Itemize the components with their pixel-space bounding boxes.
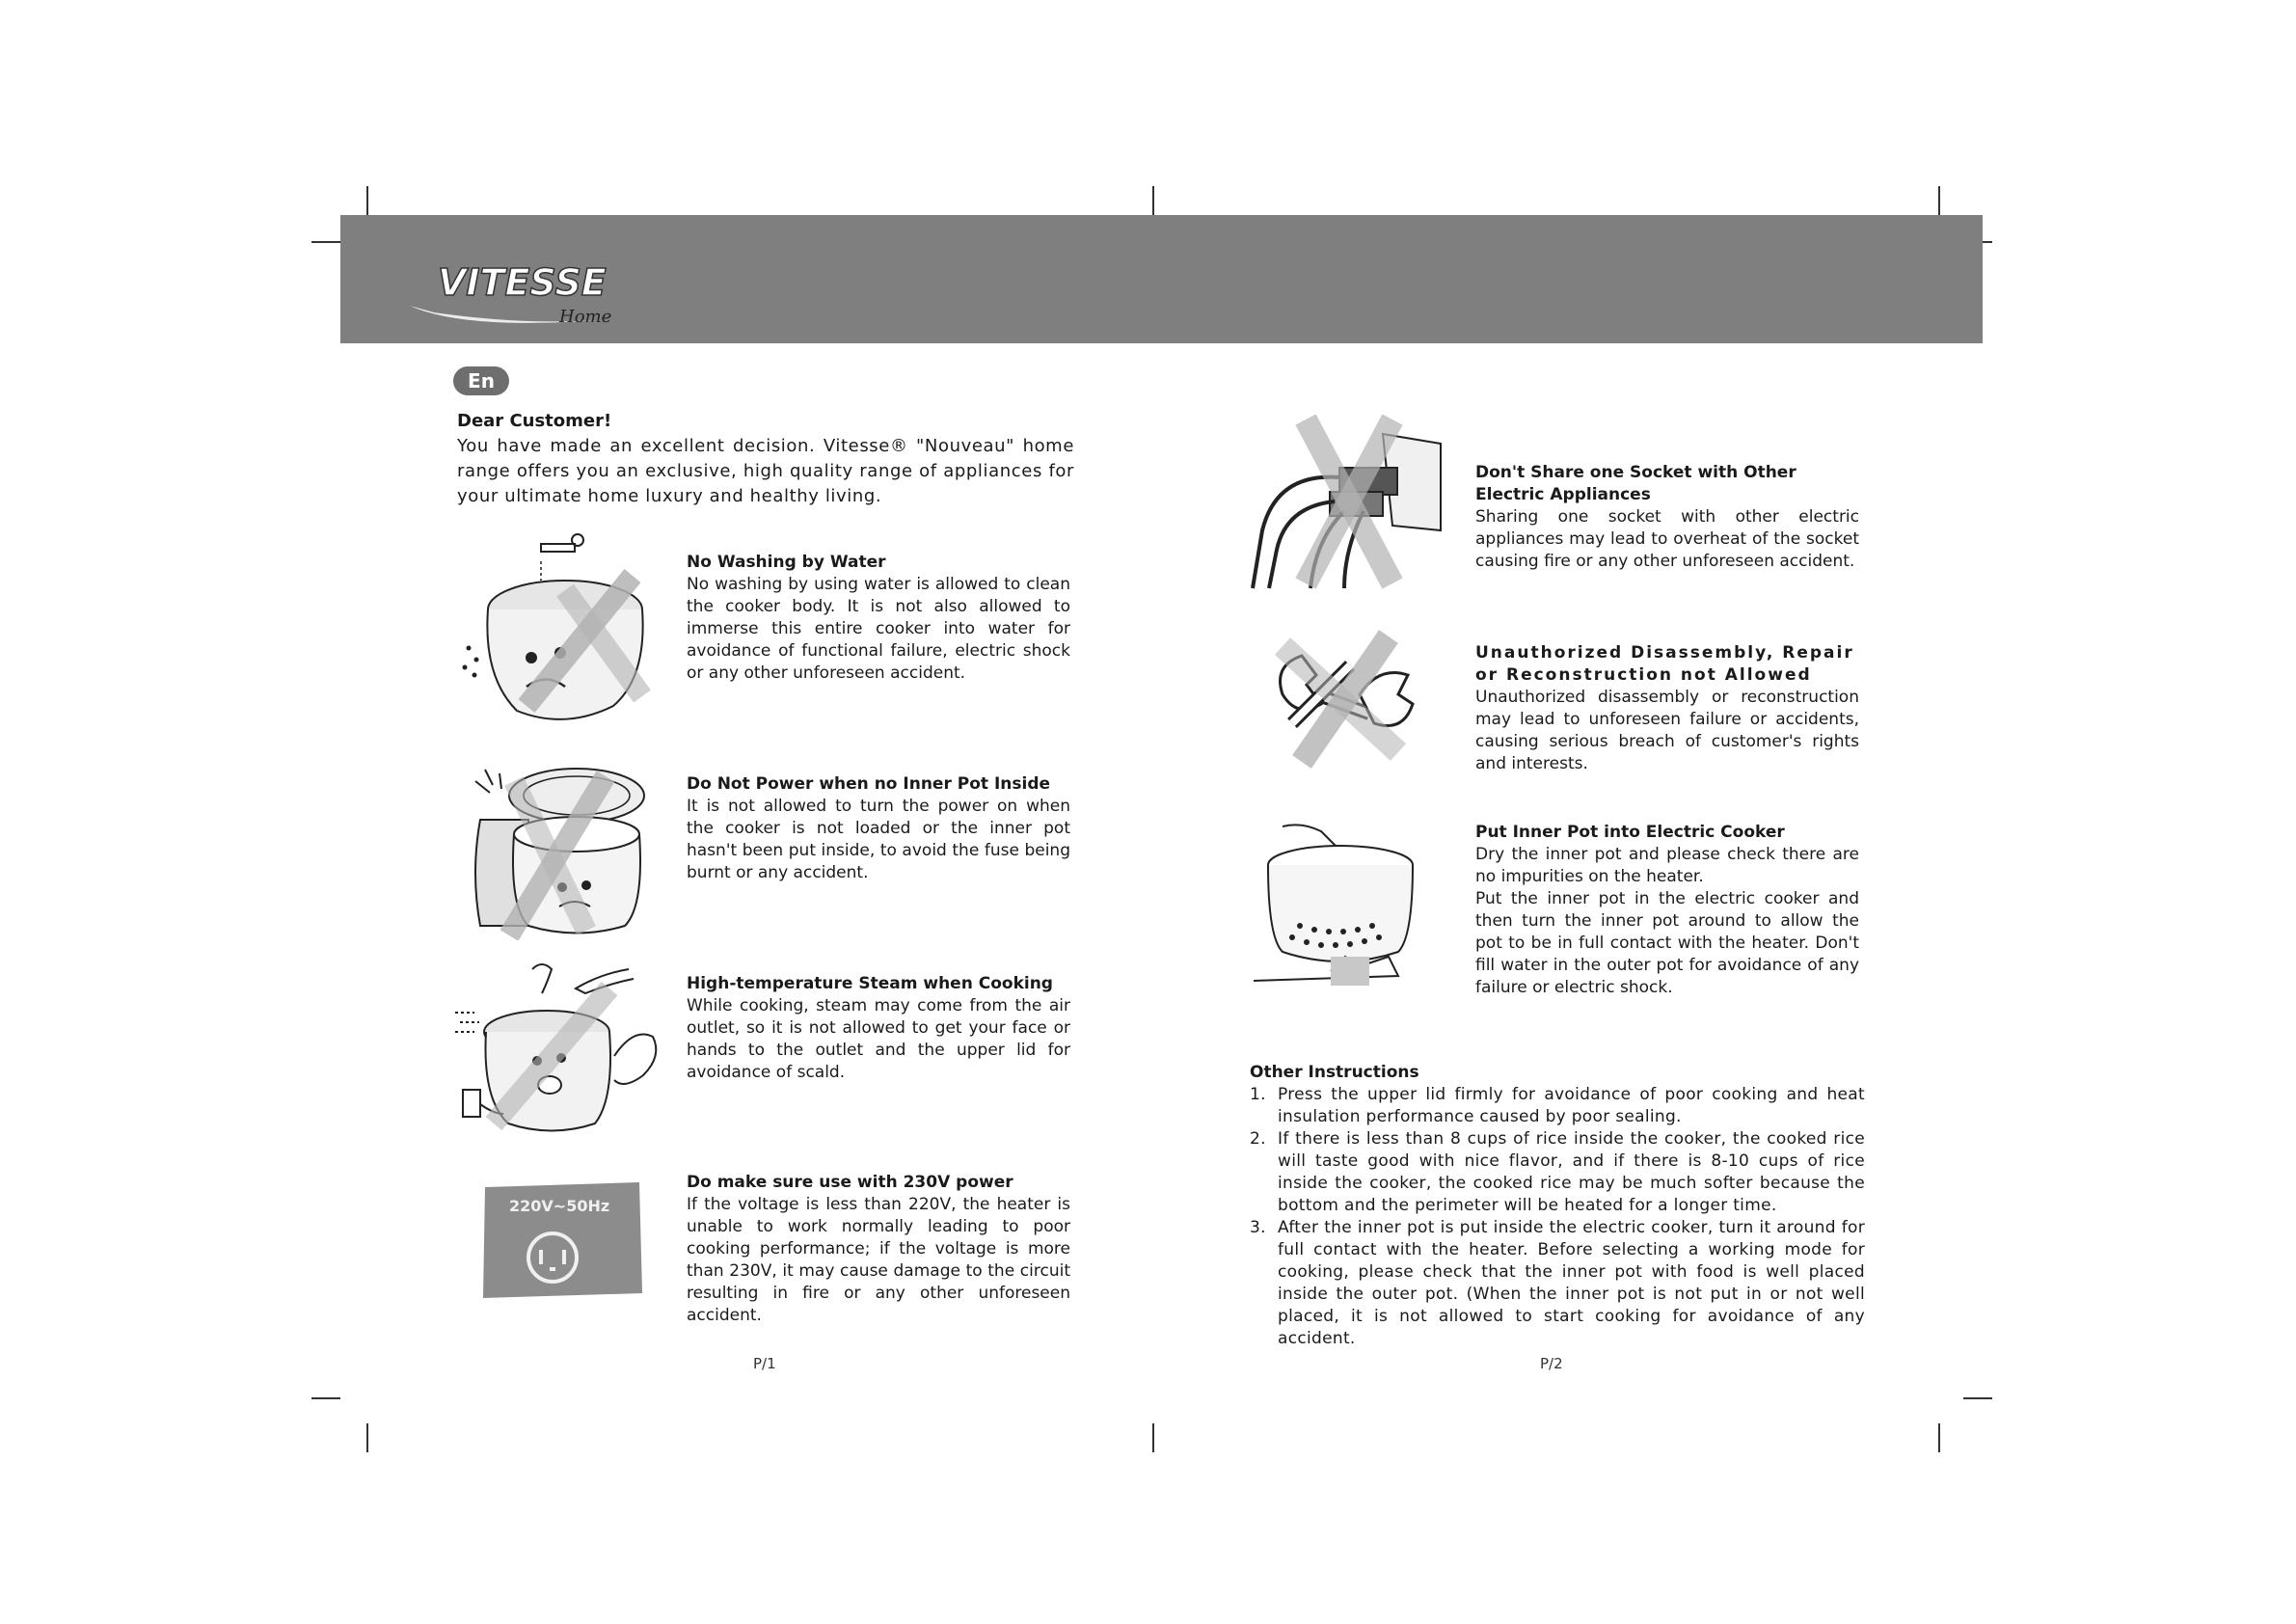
list-item: 3. After the inner pot is put inside the electric cooker, turn it around for full contact with the heater. Before selecting a working mode for cooking, please check that the inner pot with food is well placed inside the outer pot. (When the inner pot is not put in or not well placed, it is not allowed to start cooking for avoidance of any accident. — [1250, 1218, 1865, 1348]
crop-mark — [1152, 186, 1154, 215]
crop-mark — [366, 1423, 368, 1452]
page-number: P/2 — [1540, 1355, 1563, 1372]
section-title: Do make sure use with 230V power — [687, 1173, 1013, 1192]
logo-text: VITESSE — [438, 261, 607, 304]
section-text: Unauthorized disassembly or reconstruction may lead to unforeseen failure or accidents, causing serious breach of customer's rights and interests. — [1475, 688, 1859, 773]
section-steam — [687, 973, 1070, 1084]
crop-mark — [1938, 186, 1940, 215]
crop-mark — [311, 241, 340, 243]
section-title: Don't Share one Socket with Other Electric Appliances — [1475, 463, 1796, 504]
section-title: Do Not Power when no Inner Pot Inside — [687, 774, 1051, 794]
section-text: If the voltage is less than 220V, the heater is unable to work normally leading to poor cooking performance; if the voltage is more than 230V, it may cause damage to the circuit resulting in fire or any other unforeseen accident. — [687, 1195, 1070, 1325]
intro — [457, 409, 1074, 509]
wrench-illustration — [1263, 627, 1427, 771]
crop-mark — [1152, 1423, 1154, 1452]
socket-illustration — [1248, 415, 1450, 593]
section-title: Put Inner Pot into Electric Cooker — [1475, 823, 1785, 842]
page-number: P/1 — [753, 1355, 776, 1372]
other-instructions — [1250, 1062, 1865, 1350]
vitesse-logo — [405, 253, 641, 338]
steam-illustration — [455, 960, 677, 1143]
no-inner-pot-illustration — [471, 762, 649, 940]
section-inner-pot — [1475, 822, 1859, 999]
list-item: 1. Press the upper lid firmly for avoidance of poor cooking and heat insulation performance caused by poor sealing. — [1250, 1085, 1865, 1126]
voltage-illustration — [480, 1182, 644, 1298]
section-title: Unauthorized Disassembly, Repair or Reconstruction not Allowed — [1475, 643, 1854, 685]
section-socket — [1475, 462, 1859, 573]
section-text: It is not allowed to turn the power on when the cooker is not loaded or the inner pot hasn't been put inside, to avoid the fuse being burnt or any accident. — [687, 797, 1070, 882]
list-item: 2. If there is less than 8 cups of rice inside the cooker, the cooked rice will taste good with nice flavor, and if there is 8-10 cups of rice inside the cooker, the cooked rice may be much softer because the bottom and the perimeter will be heated for a longer time. — [1250, 1129, 1865, 1215]
crop-mark — [1938, 1423, 1940, 1452]
section-text: While cooking, steam may come from the air outlet, so it is not allowed to get your face or hands to the outlet and the upper lid for avoidance of scald. — [687, 996, 1070, 1082]
section-no-inner-pot — [687, 773, 1070, 884]
section-title: No Washing by Water — [687, 553, 886, 572]
other-instructions-title: Other Instructions — [1250, 1063, 1419, 1082]
section-disassembly — [1475, 642, 1859, 775]
crop-mark — [366, 186, 368, 215]
section-text: No washing by using water is allowed to clean the cooker body. It is not also allowed to immerse this entire cooker into water for avoidance of functional failure, electric shock or any other unforeseen accident. — [687, 575, 1070, 683]
section-text-2: Put the inner pot in the electric cooker and then turn the inner pot around to allow the pot to be in full contact with the heater. Don't fill water in the outer pot for avoidance of any failure or electric shock. — [1475, 889, 1859, 997]
logo-subtext: Home — [559, 307, 612, 327]
section-title: High-temperature Steam when Cooking — [687, 974, 1053, 993]
intro-text: You have made an excellent decision. Vitesse® "Nouveau" home range offers you an exclusive, high quality range of appliances for your ultimate home luxury and healthy living. — [457, 436, 1074, 506]
section-text: Dry the inner pot and please check there are no impurities on the heater. — [1475, 845, 1859, 886]
greeting: Dear Customer! — [457, 411, 612, 431]
no-washing-illustration — [459, 532, 652, 735]
section-voltage — [687, 1172, 1070, 1327]
crop-mark — [1963, 1397, 1992, 1399]
section-text: Sharing one socket with other electric appliances may lead to overheat of the socket causing fire or any other unforeseen accident. — [1475, 507, 1859, 571]
crop-mark — [311, 1397, 340, 1399]
inner-pot-illustration — [1254, 822, 1418, 990]
section-no-washing — [687, 552, 1070, 685]
language-badge: En — [453, 366, 509, 395]
voltage-label: 220V~50Hz — [509, 1197, 610, 1215]
